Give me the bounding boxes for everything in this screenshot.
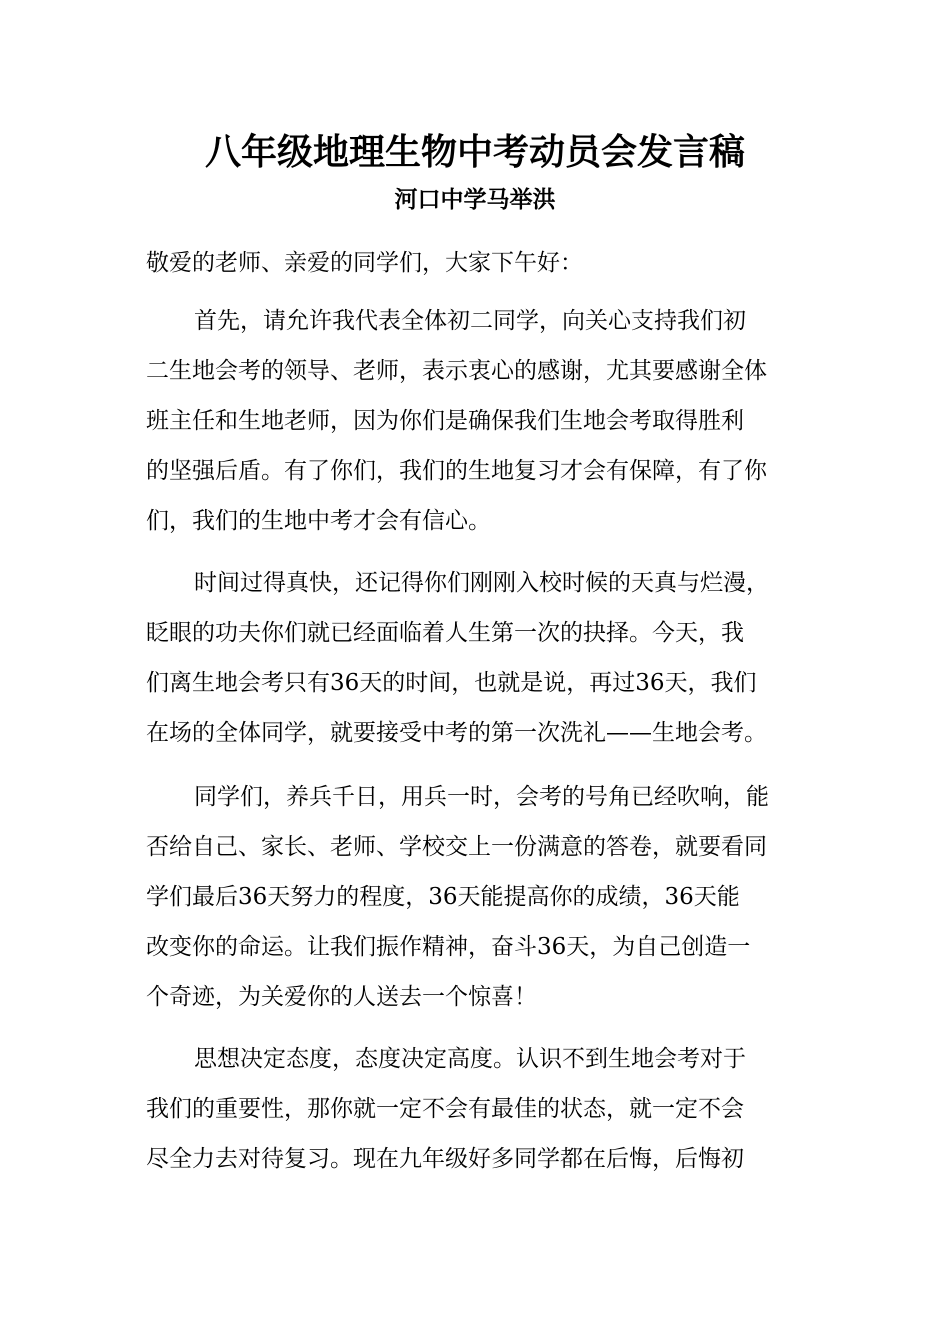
paragraph-line: 首先，请允许我代表全体初二同学，向关心支持我们初 <box>194 308 746 334</box>
paragraph-line: 思想决定态度，态度决定高度。认识不到生地会考对于 <box>194 1046 746 1072</box>
paragraph-1 <box>146 296 826 546</box>
paragraph-3 <box>146 772 826 1022</box>
paragraph-line: 的坚强后盾。有了你们，我们的生地复习才会有保障，有了你 <box>146 458 767 484</box>
salutation: 敬爱的老师、亲爱的同学们，大家下午好： <box>146 250 583 276</box>
paragraph-line: 否给自己、家长、老师、学校交上一份满意的答卷，就要看同 <box>146 834 767 860</box>
paragraph-line: 们，我们的生地中考才会有信心。 <box>146 508 491 534</box>
paragraph-line: 班主任和生地老师，因为你们是确保我们生地会考取得胜利 <box>146 408 744 434</box>
paragraph-line: 在场的全体同学，就要接受中考的第一次洗礼——生地会考。 <box>146 720 767 746</box>
paragraph-line: 个奇迹，为关爱你的人送去一个惊喜！ <box>146 984 537 1010</box>
document-author: 河口中学马举洪 <box>394 186 556 213</box>
paragraph-line: 们离生地会考只有36天的时间，也就是说，再过36天，我们 <box>146 670 757 696</box>
paragraph-line: 同学们，养兵千日，用兵一时，会考的号角已经吹响，能 <box>194 784 769 810</box>
paragraph-line: 尽全力去对待复习。现在九年级好多同学都在后悔，后悔初 <box>146 1146 744 1172</box>
paragraph-line: 我们的重要性，那你就一定不会有最佳的状态，就一定不会 <box>146 1096 744 1122</box>
paragraph-line: 二生地会考的领导、老师，表示衷心的感谢，尤其要感谢全体 <box>146 358 767 384</box>
paragraph-line: 眨眼的功夫你们就已经面临着人生第一次的抉择。今天，我 <box>146 620 744 646</box>
paragraph-line: 改变你的命运。让我们振作精神，奋斗36天，为自己创造一 <box>146 934 751 960</box>
document-title: 八年级地理生物中考动员会发言稿 <box>204 131 745 173</box>
paragraph-line: 时间过得真快，还记得你们刚刚入校时候的天真与烂漫， <box>194 570 769 596</box>
paragraph-2 <box>146 558 826 758</box>
paragraph-line: 学们最后36天努力的程度，36天能提高你的成绩，36天能 <box>146 884 740 910</box>
paragraph-4 <box>146 1034 826 1184</box>
